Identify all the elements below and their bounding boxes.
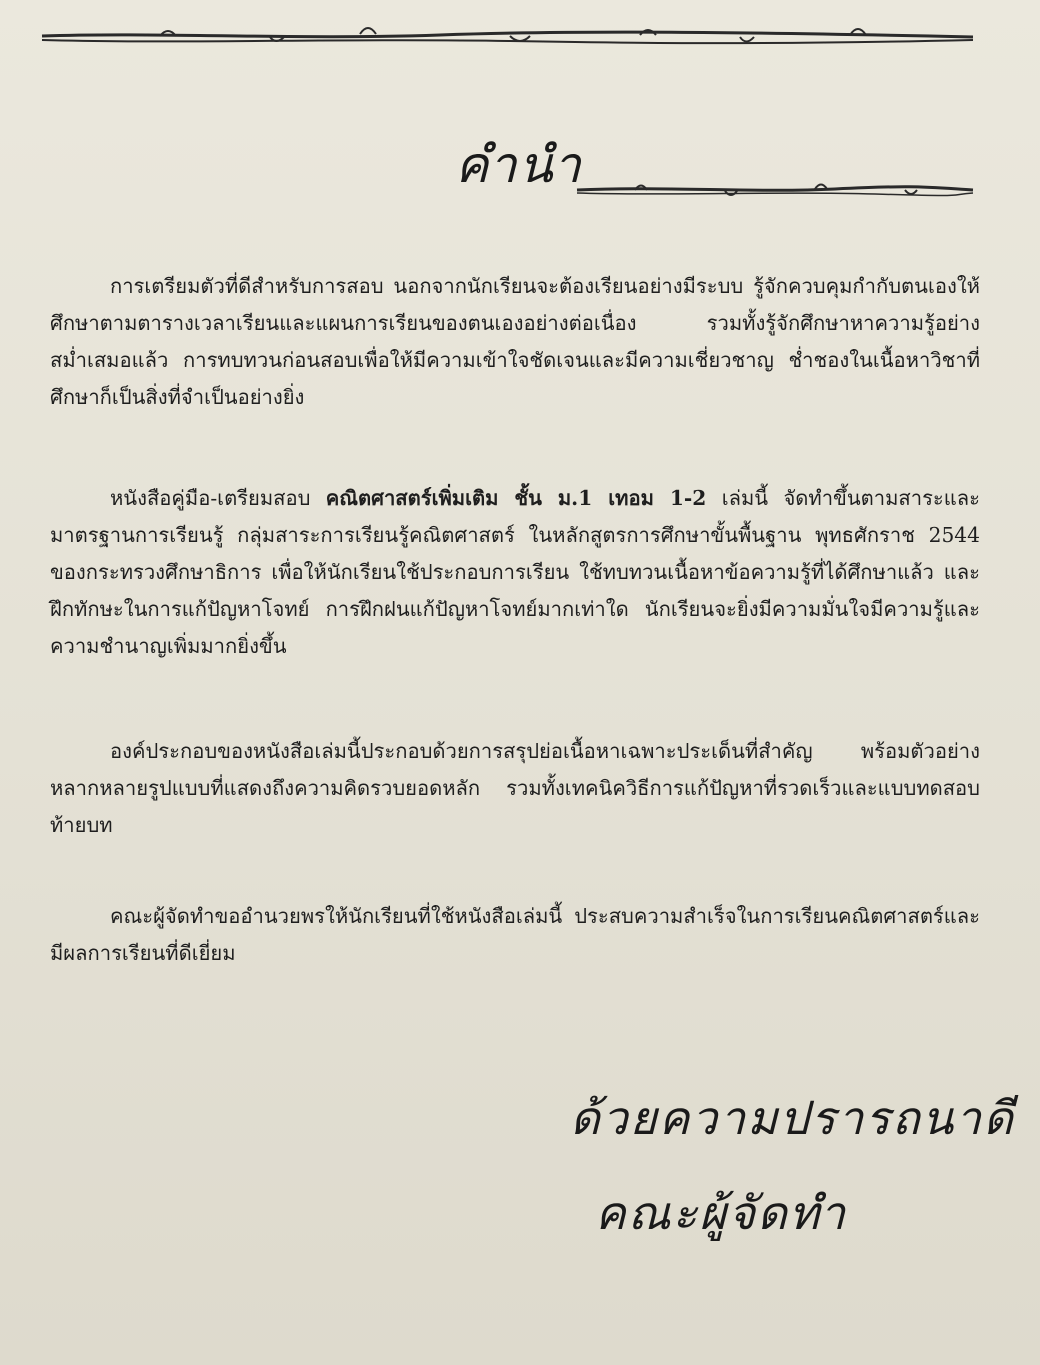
book-description-text: เล่มนี้ จัดทำขึ้นตามสาระและมาตรฐานการเรียนรู้ กลุ่มสาระการเรียนรู้คณิตศาสตร์ ในหลักสูตรการศึกษาขั้นพื้นฐาน พุทธศักราช 2544 ของกระทรวงศึกษาธิการ เพื่อให้นักเรียนใช้ประกอบการเรียน ใช้ทบทวนเนื้อหาข้อความรู้ที่ได้ศึกษาแล้ว และฝึกทักษะในการแก้ปัญหาโจทย์ การฝึกฝนแก้ปัญหาโจทย์มากเท่าใด นักเรียนจะยิ่งมีความมั่นใจมีความรู้และความชำนาญเพิ่มมากยิ่งขึ้น	[50, 486, 980, 658]
paragraph-blessing	[50, 898, 980, 972]
paragraph-book-description	[50, 480, 980, 665]
book-intro-text: หนังสือคู่มือ-เตรียมสอบ	[110, 486, 326, 510]
signature-greeting: ด้วยความปรารถนาดี	[570, 1091, 1015, 1145]
book-subject-title: คณิตศาสตร์เพิ่มเติม ชั้น ม.1 เทอม 1-2	[325, 486, 707, 510]
paragraph-blessing-text: คณะผู้จัดทำขออำนวยพรให้นักเรียนที่ใช้หนังสือเล่มนี้ ประสบความสำเร็จในการเรียนคณิตศาสตร์และมีผลการเรียนที่ดีเยี่ยม	[50, 904, 980, 965]
paragraph-book-components	[50, 733, 980, 844]
paragraph-components-text: องค์ประกอบของหนังสือเล่มนี้ประกอบด้วยการสรุปย่อเนื้อหาเฉพาะประเด็นที่สำคัญ พร้อมตัวอย่างหลากหลายรูปแบบที่แสดงถึงความคิดรวบยอดหลัก รวมทั้งเทคนิควิธีการแก้ปัญหาที่รวดเร็วและแบบทดสอบท้ายบท	[50, 739, 980, 837]
paragraph-preparation-text: การเตรียมตัวที่ดีสำหรับการสอบ นอกจากนักเรียนจะต้องเรียนอย่างมีระบบ รู้จักควบคุมกำกับตนเองให้ศึกษาตามตารางเวลาเรียนและแผนการเรียนของตนเองอย่างต่อเนื่อง รวมทั้งรู้จักศึกษาหาความรู้อย่างสม่ำเสมอแล้ว การทบทวนก่อนสอบเพื่อให้มีความเข้าใจชัดเจนและมีความเชี่ยวชาญ ช่ำชองในเนื้อหาวิชาที่ศึกษาก็เป็นสิ่งที่จำเป็นอย่างยิ่ง	[50, 274, 980, 409]
page-title: คำนำ	[455, 136, 583, 194]
paragraph-preparation	[50, 268, 980, 416]
top-ornament-divider	[40, 22, 975, 52]
title-ornament-divider	[575, 178, 975, 202]
signature-authors: คณะผู้จัดทำ	[595, 1186, 848, 1240]
